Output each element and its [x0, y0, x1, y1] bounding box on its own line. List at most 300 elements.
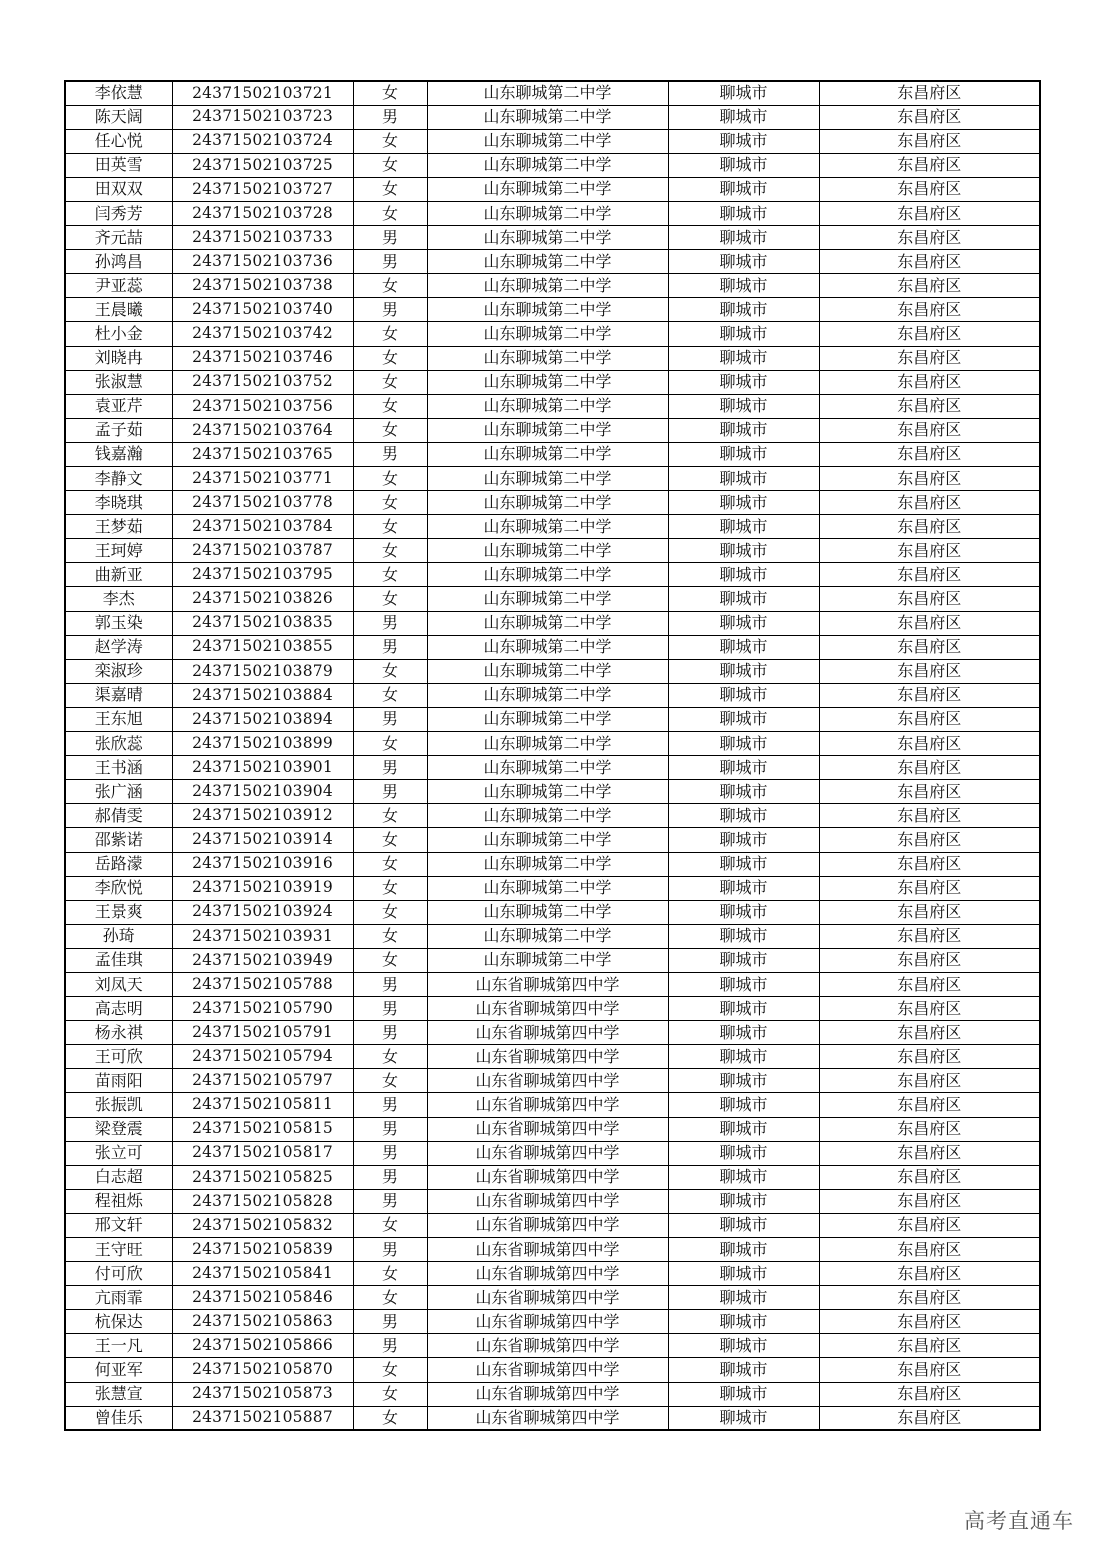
student-name-cell: 苗雨阳 [65, 1069, 172, 1093]
gender-cell: 女 [353, 683, 427, 707]
student-name-cell: 渠嘉晴 [65, 683, 172, 707]
table-row [65, 370, 1040, 394]
city-cell: 聊城市 [668, 852, 819, 876]
table-row [65, 1141, 1040, 1165]
city-cell: 聊城市 [668, 105, 819, 129]
city-cell: 聊城市 [668, 732, 819, 756]
district-cell: 东昌府区 [819, 1069, 1040, 1093]
city-cell: 聊城市 [668, 563, 819, 587]
school-cell: 山东省聊城第四中学 [427, 1141, 668, 1165]
student-name-cell: 岳路濛 [65, 852, 172, 876]
gender-cell: 女 [353, 563, 427, 587]
exam-id-cell: 24371502105828 [172, 1189, 353, 1213]
city-cell: 聊城市 [668, 876, 819, 900]
district-cell: 东昌府区 [819, 1189, 1040, 1213]
exam-id-cell: 24371502103912 [172, 804, 353, 828]
exam-id-cell: 24371502103795 [172, 563, 353, 587]
school-cell: 山东聊城第二中学 [427, 226, 668, 250]
district-cell: 东昌府区 [819, 828, 1040, 852]
student-name-cell: 王可欣 [65, 1045, 172, 1069]
gender-cell: 男 [353, 611, 427, 635]
city-cell: 聊城市 [668, 659, 819, 683]
district-cell: 东昌府区 [819, 732, 1040, 756]
table-row [65, 442, 1040, 466]
table-row [65, 274, 1040, 298]
city-cell: 聊城市 [668, 1021, 819, 1045]
district-cell: 东昌府区 [819, 948, 1040, 972]
exam-id-cell: 24371502103778 [172, 491, 353, 515]
exam-id-cell: 24371502103740 [172, 298, 353, 322]
exam-id-cell: 24371502103771 [172, 467, 353, 491]
gender-cell: 女 [353, 948, 427, 972]
city-cell: 聊城市 [668, 467, 819, 491]
district-cell: 东昌府区 [819, 804, 1040, 828]
student-name-cell: 王珂婷 [65, 539, 172, 563]
table-row [65, 707, 1040, 731]
district-cell: 东昌府区 [819, 322, 1040, 346]
district-cell: 东昌府区 [819, 1262, 1040, 1286]
school-cell: 山东聊城第二中学 [427, 274, 668, 298]
exam-id-cell: 24371502105887 [172, 1406, 353, 1430]
gender-cell: 男 [353, 298, 427, 322]
table-row [65, 1262, 1040, 1286]
student-name-cell: 曾佳乐 [65, 1406, 172, 1430]
school-cell: 山东聊城第二中学 [427, 394, 668, 418]
exam-id-cell: 24371502105825 [172, 1165, 353, 1189]
exam-id-cell: 24371502103724 [172, 129, 353, 153]
gender-cell: 女 [353, 153, 427, 177]
exam-id-cell: 24371502105873 [172, 1382, 353, 1406]
city-cell: 聊城市 [668, 1286, 819, 1310]
student-name-cell: 任心悦 [65, 129, 172, 153]
table-row [65, 129, 1040, 153]
student-name-cell: 钱嘉瀚 [65, 442, 172, 466]
table-row [65, 322, 1040, 346]
student-name-cell: 张淑慧 [65, 370, 172, 394]
district-cell: 东昌府区 [819, 876, 1040, 900]
district-cell: 东昌府区 [819, 1165, 1040, 1189]
school-cell: 山东省聊城第四中学 [427, 1406, 668, 1430]
city-cell: 聊城市 [668, 1262, 819, 1286]
table-row [65, 635, 1040, 659]
school-cell: 山东聊城第二中学 [427, 346, 668, 370]
district-cell: 东昌府区 [819, 515, 1040, 539]
gender-cell: 女 [353, 659, 427, 683]
city-cell: 聊城市 [668, 1310, 819, 1334]
gender-cell: 女 [353, 732, 427, 756]
city-cell: 聊城市 [668, 1165, 819, 1189]
city-cell: 聊城市 [668, 539, 819, 563]
district-cell: 东昌府区 [819, 1021, 1040, 1045]
exam-id-cell: 24371502103901 [172, 756, 353, 780]
city-cell: 聊城市 [668, 1093, 819, 1117]
gender-cell: 女 [353, 1213, 427, 1237]
district-cell: 东昌府区 [819, 274, 1040, 298]
exam-id-cell: 24371502103879 [172, 659, 353, 683]
exam-id-cell: 24371502105832 [172, 1213, 353, 1237]
school-cell: 山东省聊城第四中学 [427, 1021, 668, 1045]
student-name-cell: 李依慧 [65, 81, 172, 105]
student-name-cell: 程祖烁 [65, 1189, 172, 1213]
city-cell: 聊城市 [668, 370, 819, 394]
city-cell: 聊城市 [668, 81, 819, 105]
gender-cell: 男 [353, 1021, 427, 1045]
student-name-cell: 邢文轩 [65, 1213, 172, 1237]
student-name-cell: 杭保达 [65, 1310, 172, 1334]
city-cell: 聊城市 [668, 1358, 819, 1382]
school-cell: 山东省聊城第四中学 [427, 1165, 668, 1189]
table-row [65, 1238, 1040, 1262]
city-cell: 聊城市 [668, 1382, 819, 1406]
student-name-cell: 孙鸿昌 [65, 250, 172, 274]
table-row [65, 611, 1040, 635]
exam-id-cell: 24371502105839 [172, 1238, 353, 1262]
table-row [65, 346, 1040, 370]
student-name-cell: 白志超 [65, 1165, 172, 1189]
table-row [65, 972, 1040, 996]
school-cell: 山东聊城第二中学 [427, 587, 668, 611]
gender-cell: 女 [353, 900, 427, 924]
table-row [65, 250, 1040, 274]
district-cell: 东昌府区 [819, 1093, 1040, 1117]
city-cell: 聊城市 [668, 924, 819, 948]
table-row [65, 491, 1040, 515]
student-name-cell: 李静文 [65, 467, 172, 491]
district-cell: 东昌府区 [819, 997, 1040, 1021]
gender-cell: 女 [353, 467, 427, 491]
school-cell: 山东省聊城第四中学 [427, 1093, 668, 1117]
district-cell: 东昌府区 [819, 900, 1040, 924]
table-row [65, 852, 1040, 876]
student-name-cell: 付可欣 [65, 1262, 172, 1286]
gender-cell: 女 [353, 274, 427, 298]
school-cell: 山东聊城第二中学 [427, 370, 668, 394]
city-cell: 聊城市 [668, 418, 819, 442]
exam-id-cell: 24371502103723 [172, 105, 353, 129]
gender-cell: 男 [353, 442, 427, 466]
school-cell: 山东聊城第二中学 [427, 467, 668, 491]
table-row [65, 876, 1040, 900]
exam-id-cell: 24371502105797 [172, 1069, 353, 1093]
student-name-cell: 梁登震 [65, 1117, 172, 1141]
student-name-cell: 田英雪 [65, 153, 172, 177]
student-name-cell: 邵紫诺 [65, 828, 172, 852]
gender-cell: 女 [353, 491, 427, 515]
gender-cell: 男 [353, 707, 427, 731]
exam-id-cell: 24371502103746 [172, 346, 353, 370]
city-cell: 聊城市 [668, 997, 819, 1021]
table-row [65, 563, 1040, 587]
gender-cell: 女 [353, 129, 427, 153]
gender-cell: 男 [353, 1189, 427, 1213]
district-cell: 东昌府区 [819, 852, 1040, 876]
city-cell: 聊城市 [668, 394, 819, 418]
school-cell: 山东聊城第二中学 [427, 129, 668, 153]
district-cell: 东昌府区 [819, 467, 1040, 491]
student-name-cell: 陈天阔 [65, 105, 172, 129]
table-row [65, 1045, 1040, 1069]
school-cell: 山东聊城第二中学 [427, 298, 668, 322]
gender-cell: 女 [353, 394, 427, 418]
school-cell: 山东聊城第二中学 [427, 635, 668, 659]
district-cell: 东昌府区 [819, 756, 1040, 780]
exam-id-cell: 24371502105870 [172, 1358, 353, 1382]
gender-cell: 男 [353, 756, 427, 780]
school-cell: 山东省聊城第四中学 [427, 997, 668, 1021]
exam-id-cell: 24371502105791 [172, 1021, 353, 1045]
student-name-cell: 孟佳琪 [65, 948, 172, 972]
student-name-cell: 栾淑珍 [65, 659, 172, 683]
gender-cell: 男 [353, 635, 427, 659]
city-cell: 聊城市 [668, 515, 819, 539]
city-cell: 聊城市 [668, 611, 819, 635]
school-cell: 山东聊城第二中学 [427, 491, 668, 515]
gender-cell: 女 [353, 804, 427, 828]
gender-cell: 女 [353, 177, 427, 201]
district-cell: 东昌府区 [819, 1117, 1040, 1141]
exam-id-cell: 24371502103733 [172, 226, 353, 250]
city-cell: 聊城市 [668, 707, 819, 731]
gender-cell: 女 [353, 1045, 427, 1069]
school-cell: 山东聊城第二中学 [427, 659, 668, 683]
school-cell: 山东聊城第二中学 [427, 442, 668, 466]
district-cell: 东昌府区 [819, 491, 1040, 515]
exam-id-cell: 24371502103855 [172, 635, 353, 659]
student-name-cell: 孟子茹 [65, 418, 172, 442]
student-name-cell: 王梦茹 [65, 515, 172, 539]
student-name-cell: 齐元喆 [65, 226, 172, 250]
city-cell: 聊城市 [668, 129, 819, 153]
exam-id-cell: 24371502105811 [172, 1093, 353, 1117]
school-cell: 山东聊城第二中学 [427, 177, 668, 201]
student-name-cell: 王一凡 [65, 1334, 172, 1358]
table-row [65, 1069, 1040, 1093]
student-name-cell: 王东旭 [65, 707, 172, 731]
city-cell: 聊城市 [668, 442, 819, 466]
district-cell: 东昌府区 [819, 659, 1040, 683]
exam-id-cell: 24371502105841 [172, 1262, 353, 1286]
exam-id-cell: 24371502103949 [172, 948, 353, 972]
table-row [65, 1406, 1040, 1430]
table-row [65, 81, 1040, 105]
exam-id-cell: 24371502103826 [172, 587, 353, 611]
gender-cell: 女 [353, 587, 427, 611]
school-cell: 山东聊城第二中学 [427, 828, 668, 852]
city-cell: 聊城市 [668, 683, 819, 707]
exam-id-cell: 24371502103725 [172, 153, 353, 177]
district-cell: 东昌府区 [819, 635, 1040, 659]
exam-id-cell: 24371502103727 [172, 177, 353, 201]
district-cell: 东昌府区 [819, 683, 1040, 707]
exam-id-cell: 24371502103894 [172, 707, 353, 731]
district-cell: 东昌府区 [819, 1334, 1040, 1358]
table-row [65, 226, 1040, 250]
table-row [65, 1310, 1040, 1334]
table-row [65, 997, 1040, 1021]
table-row [65, 1117, 1040, 1141]
gender-cell: 女 [353, 924, 427, 948]
city-cell: 聊城市 [668, 201, 819, 225]
exam-id-cell: 24371502103884 [172, 683, 353, 707]
school-cell: 山东省聊城第四中学 [427, 1117, 668, 1141]
gender-cell: 女 [353, 852, 427, 876]
district-cell: 东昌府区 [819, 1286, 1040, 1310]
table-row [65, 1382, 1040, 1406]
exam-id-cell: 24371502105866 [172, 1334, 353, 1358]
gender-cell: 男 [353, 1165, 427, 1189]
exam-id-cell: 24371502103899 [172, 732, 353, 756]
gender-cell: 男 [353, 1117, 427, 1141]
school-cell: 山东聊城第二中学 [427, 105, 668, 129]
district-cell: 东昌府区 [819, 201, 1040, 225]
district-cell: 东昌府区 [819, 298, 1040, 322]
student-name-cell: 李晓琪 [65, 491, 172, 515]
exam-id-cell: 24371502103916 [172, 852, 353, 876]
gender-cell: 女 [353, 1382, 427, 1406]
district-cell: 东昌府区 [819, 1310, 1040, 1334]
district-cell: 东昌府区 [819, 1406, 1040, 1430]
gender-cell: 男 [353, 250, 427, 274]
district-cell: 东昌府区 [819, 442, 1040, 466]
table-row [65, 900, 1040, 924]
city-cell: 聊城市 [668, 804, 819, 828]
school-cell: 山东聊城第二中学 [427, 611, 668, 635]
exam-id-cell: 24371502103756 [172, 394, 353, 418]
table-row [65, 948, 1040, 972]
city-cell: 聊城市 [668, 1334, 819, 1358]
gender-cell: 女 [353, 1358, 427, 1382]
district-cell: 东昌府区 [819, 1045, 1040, 1069]
school-cell: 山东省聊城第四中学 [427, 1238, 668, 1262]
student-name-cell: 闫秀芳 [65, 201, 172, 225]
school-cell: 山东聊城第二中学 [427, 876, 668, 900]
exam-id-cell: 24371502105817 [172, 1141, 353, 1165]
district-cell: 东昌府区 [819, 563, 1040, 587]
student-name-cell: 何亚军 [65, 1358, 172, 1382]
gender-cell: 女 [353, 201, 427, 225]
school-cell: 山东省聊城第四中学 [427, 1334, 668, 1358]
student-name-cell: 郭玉染 [65, 611, 172, 635]
table-row [65, 732, 1040, 756]
city-cell: 聊城市 [668, 1213, 819, 1237]
district-cell: 东昌府区 [819, 81, 1040, 105]
exam-id-cell: 24371502103765 [172, 442, 353, 466]
city-cell: 聊城市 [668, 1189, 819, 1213]
student-name-cell: 张立可 [65, 1141, 172, 1165]
city-cell: 聊城市 [668, 1117, 819, 1141]
city-cell: 聊城市 [668, 780, 819, 804]
student-name-cell: 王晨曦 [65, 298, 172, 322]
table-row [65, 659, 1040, 683]
district-cell: 东昌府区 [819, 370, 1040, 394]
table-row [65, 1021, 1040, 1045]
city-cell: 聊城市 [668, 153, 819, 177]
student-name-cell: 王守旺 [65, 1238, 172, 1262]
school-cell: 山东省聊城第四中学 [427, 1286, 668, 1310]
exam-id-cell: 24371502103721 [172, 81, 353, 105]
gender-cell: 男 [353, 105, 427, 129]
district-cell: 东昌府区 [819, 346, 1040, 370]
gender-cell: 女 [353, 876, 427, 900]
district-cell: 东昌府区 [819, 611, 1040, 635]
gender-cell: 男 [353, 226, 427, 250]
city-cell: 聊城市 [668, 491, 819, 515]
city-cell: 聊城市 [668, 322, 819, 346]
city-cell: 聊城市 [668, 346, 819, 370]
school-cell: 山东聊城第二中学 [427, 563, 668, 587]
exam-id-cell: 24371502105863 [172, 1310, 353, 1334]
school-cell: 山东聊城第二中学 [427, 201, 668, 225]
gender-cell: 女 [353, 322, 427, 346]
gender-cell: 女 [353, 346, 427, 370]
city-cell: 聊城市 [668, 226, 819, 250]
table-row [65, 1334, 1040, 1358]
city-cell: 聊城市 [668, 1141, 819, 1165]
district-cell: 东昌府区 [819, 129, 1040, 153]
school-cell: 山东省聊城第四中学 [427, 972, 668, 996]
gender-cell: 男 [353, 1334, 427, 1358]
table-row [65, 515, 1040, 539]
city-cell: 聊城市 [668, 177, 819, 201]
exam-id-cell: 24371502103738 [172, 274, 353, 298]
student-name-cell: 尹亚蕊 [65, 274, 172, 298]
table-row [65, 1165, 1040, 1189]
exam-id-cell: 24371502103835 [172, 611, 353, 635]
district-cell: 东昌府区 [819, 250, 1040, 274]
school-cell: 山东聊城第二中学 [427, 683, 668, 707]
table-row [65, 587, 1040, 611]
table-row [65, 539, 1040, 563]
school-cell: 山东聊城第二中学 [427, 707, 668, 731]
gender-cell: 女 [353, 1069, 427, 1093]
gender-cell: 男 [353, 1093, 427, 1117]
district-cell: 东昌府区 [819, 780, 1040, 804]
exam-id-cell: 24371502103924 [172, 900, 353, 924]
school-cell: 山东省聊城第四中学 [427, 1189, 668, 1213]
gender-cell: 女 [353, 539, 427, 563]
table-row [65, 1213, 1040, 1237]
exam-id-cell: 24371502103742 [172, 322, 353, 346]
gender-cell: 女 [353, 418, 427, 442]
exam-id-cell: 24371502105846 [172, 1286, 353, 1310]
district-cell: 东昌府区 [819, 587, 1040, 611]
school-cell: 山东聊城第二中学 [427, 539, 668, 563]
district-cell: 东昌府区 [819, 707, 1040, 731]
district-cell: 东昌府区 [819, 539, 1040, 563]
exam-id-cell: 24371502103752 [172, 370, 353, 394]
school-cell: 山东聊城第二中学 [427, 948, 668, 972]
exam-id-cell: 24371502103736 [172, 250, 353, 274]
table-row [65, 1358, 1040, 1382]
district-cell: 东昌府区 [819, 1358, 1040, 1382]
school-cell: 山东聊城第二中学 [427, 418, 668, 442]
student-name-cell: 李欣悦 [65, 876, 172, 900]
gender-cell: 女 [353, 1406, 427, 1430]
student-name-cell: 张振凯 [65, 1093, 172, 1117]
school-cell: 山东聊城第二中学 [427, 756, 668, 780]
student-name-cell: 刘凤天 [65, 972, 172, 996]
school-cell: 山东省聊城第四中学 [427, 1382, 668, 1406]
gender-cell: 女 [353, 370, 427, 394]
student-name-cell: 李杰 [65, 587, 172, 611]
district-cell: 东昌府区 [819, 1238, 1040, 1262]
city-cell: 聊城市 [668, 1406, 819, 1430]
table-row [65, 298, 1040, 322]
district-cell: 东昌府区 [819, 924, 1040, 948]
gender-cell: 男 [353, 1310, 427, 1334]
district-cell: 东昌府区 [819, 1382, 1040, 1406]
exam-id-cell: 24371502103919 [172, 876, 353, 900]
